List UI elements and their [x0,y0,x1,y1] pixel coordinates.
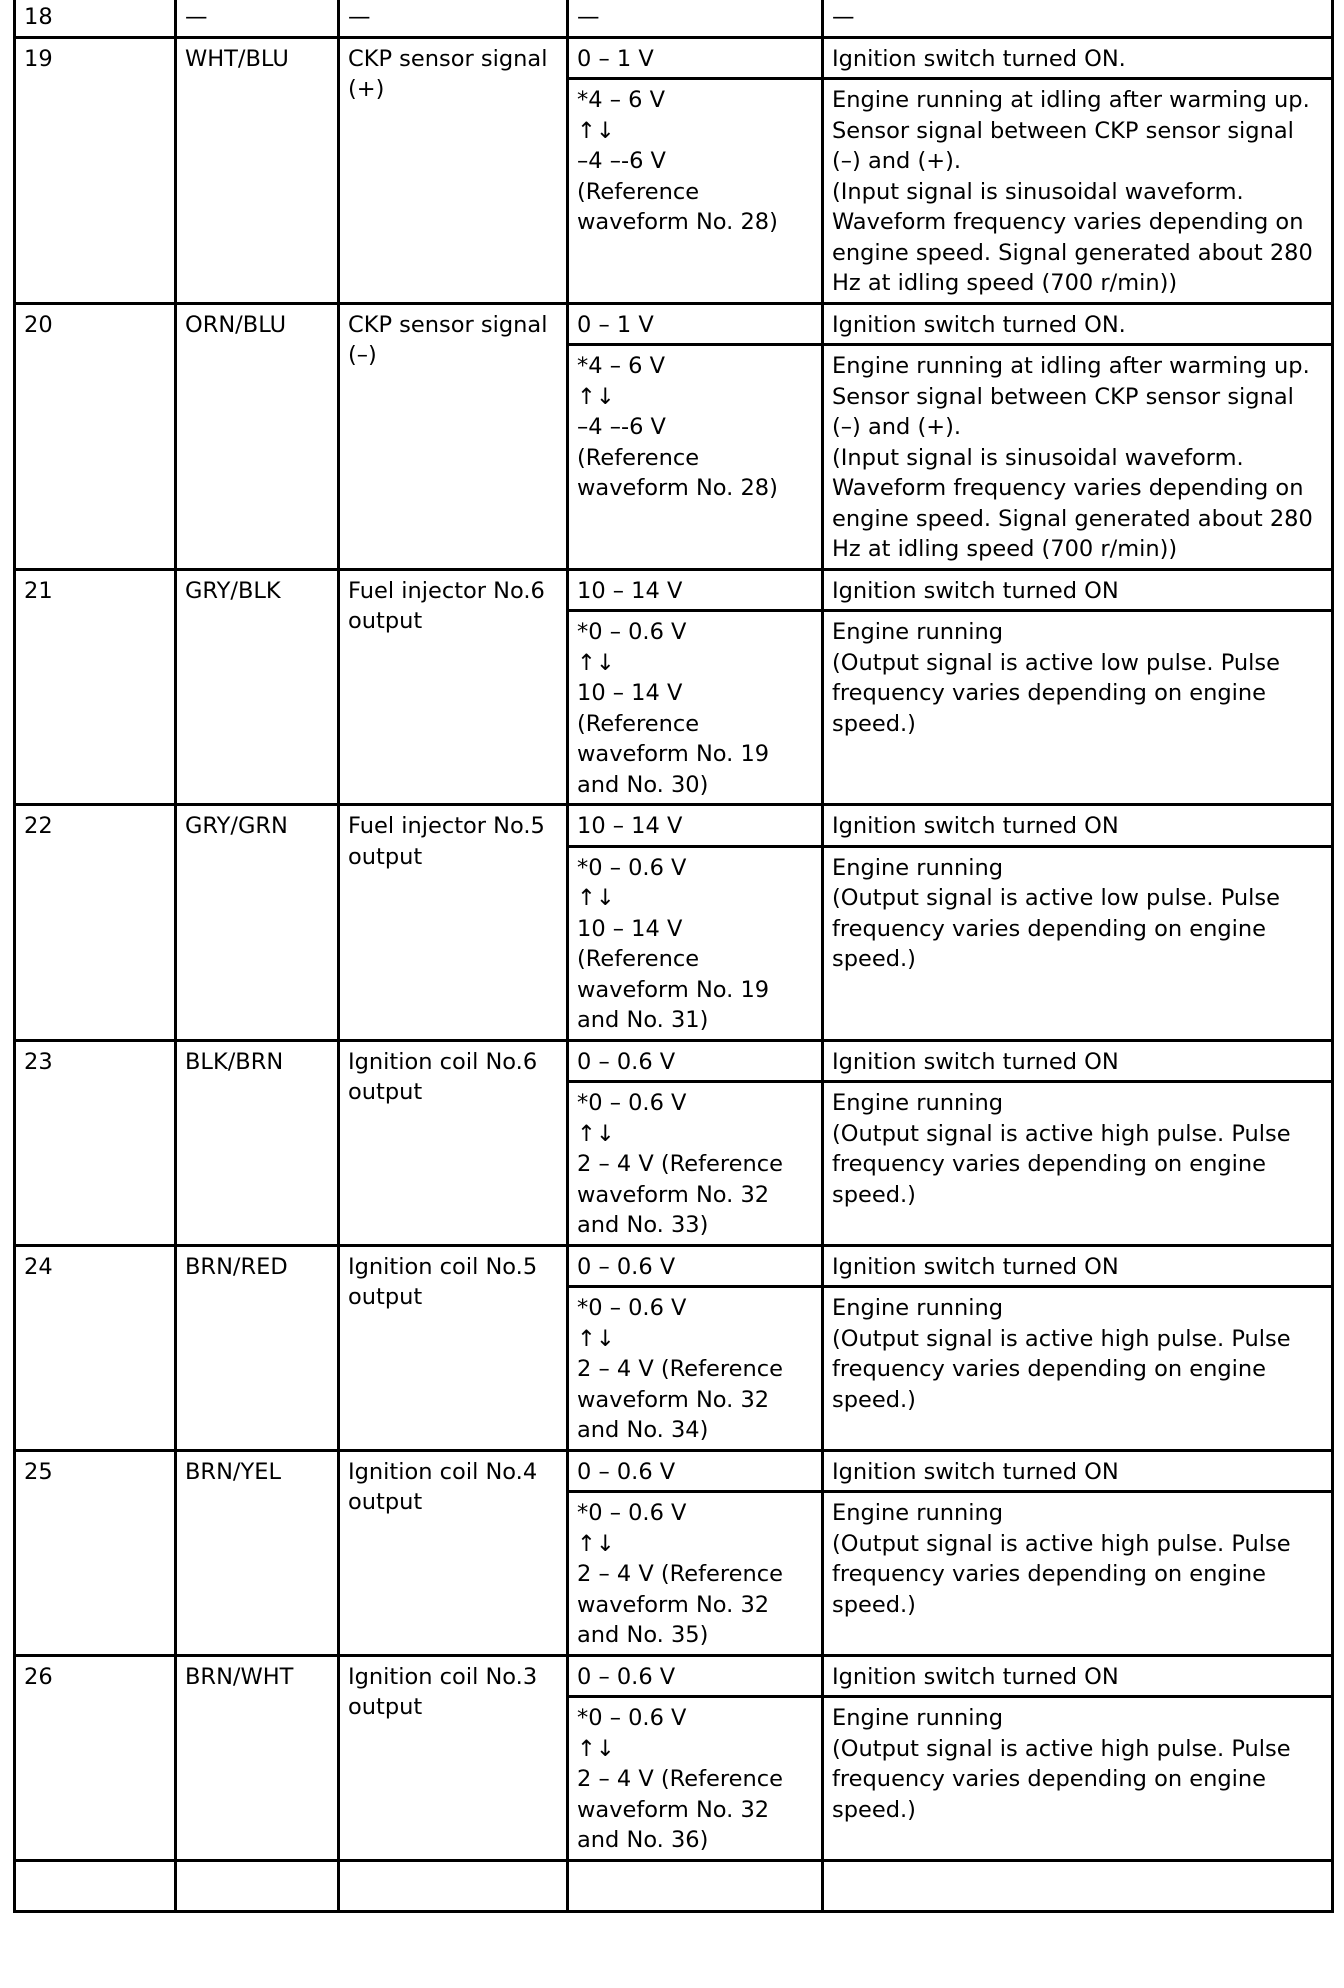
value-cell [568,611,823,805]
terminal-number-cell: 25 [15,1450,176,1655]
value-cell [568,37,823,79]
condition-line: (Output signal is active high pulse. Pulse frequency varies depending on engine speed.) [832,1120,1298,1208]
condition-line: (Input signal is sinusoidal waveform. Waveform frequency varies depending on engine speed. Signal generated about 280 Hz at idling speed (700 r/min)) [832,178,1320,296]
condition-line: Ignition switch turned ON [832,1048,1119,1075]
condition-line: Ignition switch turned ON [832,1253,1119,1280]
value-line: 10 – 14 V [577,915,683,942]
value-line: ↑↓ [577,1530,615,1557]
condition-line: Engine running [832,854,1004,881]
value-cell [568,1040,823,1082]
value-line: ↑↓ [577,1325,615,1352]
wire-color-cell: BLK/BRN [176,1040,339,1245]
signal-name-cell: — [339,0,568,37]
condition-cell [823,1450,1333,1492]
table-row [15,0,1333,37]
value-line: 0 – 0.6 V [577,1253,676,1280]
condition-line: Ignition switch turned ON [832,577,1119,604]
condition-line: — [832,4,855,30]
table-row [15,1655,1333,1697]
condition-line: Ignition switch turned ON [832,813,1119,839]
empty-cell [823,1860,1333,1911]
signal-name-cell: Ignition coil No.4 output [339,1450,568,1655]
condition-line: Engine running at idling after warming up. Sensor signal between CKP sensor signal (–) and (+). [832,353,1317,440]
table-row [15,1450,1333,1492]
value-cell [568,1082,823,1246]
value-line: (Reference waveform No. 19 and No. 30) [577,710,777,798]
condition-line: (Output signal is active high pulse. Pulse frequency varies depending on engine speed.) [832,1530,1298,1618]
condition-cell [823,846,1333,1040]
value-cell [568,569,823,611]
empty-cell [15,1860,176,1911]
value-line: 0 – 1 V [577,311,654,338]
terminal-number-cell: 26 [15,1655,176,1860]
value-line: 2 – 4 V (Reference waveform No. 32 and No. 36) [577,1766,791,1853]
value-line: *0 – 0.6 V [577,1090,687,1116]
terminal-number-cell: 22 [15,805,176,1041]
value-line: — [577,4,600,30]
condition-cell [823,1492,1333,1656]
value-line: 2 – 4 V (Reference waveform No. 32 and No. 34) [577,1356,791,1443]
terminal-number-cell: 19 [15,37,176,303]
wire-color-cell: BRN/WHT [176,1655,339,1860]
condition-cell [823,1245,1333,1287]
signal-name-cell: CKP sensor signal (+) [339,37,568,303]
wire-color-cell: BRN/RED [176,1245,339,1450]
table-row [15,805,1333,847]
value-cell [568,846,823,1040]
wire-color-cell: ORN/BLU [176,303,339,569]
condition-line: Engine running [832,1500,1004,1526]
value-cell [568,0,823,37]
wire-color-cell: WHT/BLU [176,37,339,303]
condition-cell [823,569,1333,611]
wire-color-cell: GRY/BLK [176,569,339,805]
terminal-number-cell: 20 [15,303,176,569]
condition-cell [823,1040,1333,1082]
condition-line: Engine running at idling after warming up. Sensor signal between CKP sensor signal (–) and (+). [832,87,1317,174]
signal-name-cell: Fuel injector No.5 output [339,805,568,1041]
value-line: ↑↓ [577,649,615,676]
condition-line: (Input signal is sinusoidal waveform. Waveform frequency varies depending on engine speed. Signal generated about 280 Hz at idling speed (700 r/min)) [832,444,1320,562]
table-row [15,1245,1333,1287]
signal-name-cell: Ignition coil No.5 output [339,1245,568,1450]
value-line: 2 – 4 V (Reference waveform No. 32 and No. 33) [577,1151,791,1238]
signal-name-cell: Ignition coil No.3 output [339,1655,568,1860]
empty-cell [176,1860,339,1911]
terminal-number-cell: 21 [15,569,176,805]
wire-color-cell: GRY/GRN [176,805,339,1041]
value-cell [568,1655,823,1697]
value-line: *4 – 6 V [577,87,665,113]
condition-cell [823,37,1333,79]
value-line: (Reference waveform No. 19 and No. 31) [577,946,777,1033]
terminal-number-cell: 18 [15,0,176,37]
value-line: 2 – 4 V (Reference waveform No. 32 and No. 35) [577,1561,791,1648]
empty-cell [339,1860,568,1911]
condition-cell [823,611,1333,805]
wire-color-cell: — [176,0,339,37]
condition-cell [823,1082,1333,1246]
value-line: 10 – 14 V [577,813,683,839]
value-cell [568,1450,823,1492]
condition-line: Engine running [832,1705,1004,1731]
value-line: –4 –-6 V [577,414,666,440]
condition-line: (Output signal is active high pulse. Pulse frequency varies depending on engine speed.) [832,1325,1298,1413]
value-line: ↑↓ [577,885,615,911]
condition-cell [823,805,1333,847]
value-line: *0 – 0.6 V [577,1500,687,1526]
terminal-table [13,0,1334,1913]
value-line: 0 – 0.6 V [577,1663,676,1690]
value-line: *4 – 6 V [577,353,665,379]
value-line: ↑↓ [577,117,615,144]
condition-line: Ignition switch turned ON. [832,311,1126,338]
condition-line: Ignition switch turned ON [832,1663,1119,1690]
value-line: *0 – 0.6 V [577,1295,687,1321]
condition-line: (Output signal is active high pulse. Pulse frequency varies depending on engine speed.) [832,1735,1298,1823]
value-line: 0 – 0.6 V [577,1458,676,1485]
signal-name-cell: CKP sensor signal (–) [339,303,568,569]
table-row-continuation [15,1860,1333,1911]
value-cell [568,79,823,304]
value-line: –4 –-6 V [577,148,666,174]
value-line: *0 – 0.6 V [577,854,687,881]
value-cell [568,1492,823,1656]
condition-cell [823,79,1333,304]
signal-name-cell: Ignition coil No.6 output [339,1040,568,1245]
wire-color-cell: BRN/YEL [176,1450,339,1655]
value-line: 10 – 14 V [577,680,683,706]
condition-line: (Output signal is active low pulse. Pulse frequency varies depending on engine speed.) [832,885,1288,972]
condition-cell [823,1287,1333,1451]
condition-cell [823,1697,1333,1861]
value-cell [568,345,823,570]
value-line: *0 – 0.6 V [577,1705,687,1731]
signal-name-cell: Fuel injector No.6 output [339,569,568,805]
value-line: 10 – 14 V [577,577,683,604]
condition-cell [823,303,1333,345]
condition-cell [823,1655,1333,1697]
value-line: *0 – 0.6 V [577,619,687,645]
terminal-number-cell: 24 [15,1245,176,1450]
table-row [15,569,1333,611]
value-cell [568,1697,823,1861]
value-cell [568,805,823,847]
terminal-number-cell: 23 [15,1040,176,1245]
condition-line: Engine running [832,619,1004,645]
value-line: 0 – 0.6 V [577,1048,676,1075]
condition-line: Engine running [832,1090,1004,1116]
value-line: ↑↓ [577,383,615,410]
empty-cell [568,1860,823,1911]
value-cell [568,1287,823,1451]
value-line: 0 – 1 V [577,45,654,72]
value-cell [568,1245,823,1287]
value-line: ↑↓ [577,1120,615,1147]
table-row [15,303,1333,345]
table-row [15,1040,1333,1082]
condition-cell [823,345,1333,570]
condition-line: (Output signal is active low pulse. Pulse frequency varies depending on engine speed.) [832,649,1288,737]
value-line: ↑↓ [577,1735,615,1762]
condition-cell [823,0,1333,37]
condition-line: Ignition switch turned ON [832,1458,1119,1485]
condition-line: Ignition switch turned ON. [832,45,1126,72]
condition-line: Engine running [832,1295,1004,1321]
value-line: (Reference waveform No. 28) [577,178,778,235]
value-cell [568,303,823,345]
value-line: (Reference waveform No. 28) [577,444,778,501]
table-row [15,37,1333,79]
